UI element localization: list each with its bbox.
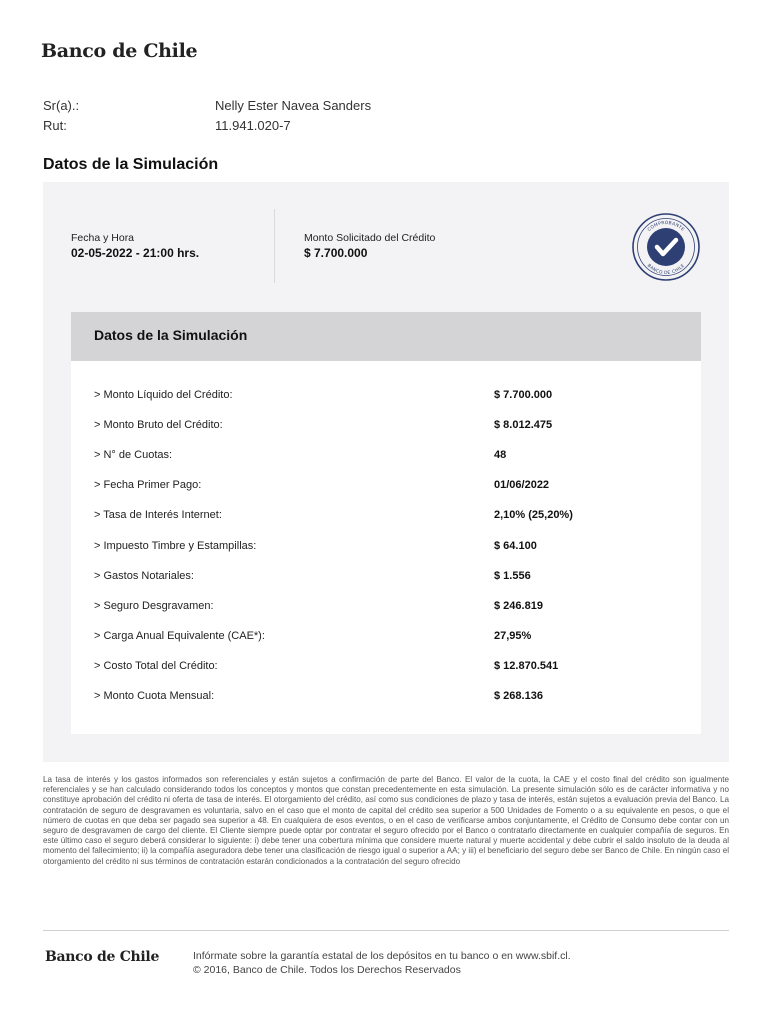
detail-label: > Monto Cuota Mensual: bbox=[94, 690, 215, 702]
detail-row bbox=[94, 570, 684, 586]
detail-row bbox=[94, 690, 684, 706]
client-name-label: Sr(a).: bbox=[43, 98, 80, 113]
bank-logo: Banco de Chile bbox=[41, 40, 198, 62]
detail-row bbox=[94, 600, 684, 616]
detail-label: > Costo Total del Crédito: bbox=[94, 660, 218, 672]
detail-label: > N° de Cuotas: bbox=[94, 449, 173, 461]
footer-copyright: © 2016, Banco de Chile. Todos los Derechos Reservados bbox=[193, 964, 461, 976]
amount-field bbox=[304, 232, 435, 260]
details-card bbox=[71, 312, 701, 734]
details-title: Datos de la Simulación bbox=[94, 327, 248, 343]
detail-value: $ 1.556 bbox=[494, 570, 531, 582]
section-title: Datos de la Simulación bbox=[43, 156, 219, 173]
detail-row bbox=[94, 630, 684, 646]
amount-value: $ 7.700.000 bbox=[304, 246, 368, 260]
detail-row bbox=[94, 509, 684, 525]
detail-value: $ 246.819 bbox=[494, 600, 543, 612]
client-name-row bbox=[43, 98, 372, 113]
detail-value: $ 7.700.000 bbox=[494, 389, 553, 401]
detail-value: 48 bbox=[494, 449, 507, 461]
detail-value: 01/06/2022 bbox=[494, 479, 550, 491]
detail-value: $ 12.870.541 bbox=[494, 660, 559, 672]
footer-text bbox=[193, 949, 571, 977]
detail-label: > Fecha Primer Pago: bbox=[94, 479, 202, 491]
footer-deposit-notice: Infórmate sobre la garantía estatal de los depósitos en tu banco o en www.sbif.cl. bbox=[193, 950, 571, 962]
detail-label: > Carga Anual Equivalente (CAE*): bbox=[94, 630, 265, 642]
client-name-value: Nelly Ester Navea Sanders bbox=[215, 98, 372, 113]
date-label: Fecha y Hora bbox=[71, 232, 135, 244]
amount-label: Monto Solicitado del Crédito bbox=[304, 232, 436, 244]
detail-label: > Gastos Notariales: bbox=[94, 570, 194, 582]
footer-logo: Banco de Chile bbox=[45, 949, 160, 965]
date-value: 02-05-2022 - 21:00 hrs. bbox=[71, 246, 200, 260]
detail-label: > Monto Bruto del Crédito: bbox=[94, 419, 223, 431]
client-rut-value: 11.941.020-7 bbox=[215, 118, 291, 133]
detail-value: 2,10% (25,20%) bbox=[494, 509, 573, 521]
seal-bottom-text: BANCO DE CHILE bbox=[645, 263, 687, 276]
detail-row bbox=[94, 449, 684, 465]
verified-seal-icon bbox=[631, 212, 701, 282]
detail-row bbox=[94, 419, 684, 435]
client-rut-label: Rut: bbox=[43, 118, 67, 133]
simulation-summary bbox=[43, 182, 729, 762]
seal-top-text: COMPROBANTE bbox=[647, 220, 685, 233]
client-rut-row bbox=[43, 118, 291, 133]
detail-label: > Tasa de Interés Internet: bbox=[94, 509, 222, 521]
detail-row bbox=[94, 389, 684, 405]
disclaimer-text: La tasa de interés y los gastos informados son referenciales y están sujetos a confirmación de parte del Banco. El valor de la cuota, la CAE y el costo final del crédito son igualmente referenciales y se han calculado considerando todos los conceptos y montos que constan precedentemente en esta simulación. La presente simulación sólo es de carácter informativa y no constituye aprobación del crédito ni oferta de tasa de interés. El otorgamiento del crédito, así como sus condiciones de plazo y tasa de interés, están sujetos a evaluación previa del Banco. La contratación de seguro de desgravamen es voluntaria, salvo en el caso que el monto de capital del crédito sea superior a 500 Unidades de Fomento o a su equivalente en pesos, o que el número de cuotas en que deba ser pagado sea superior a 48. En cualquiera de esos eventos, o en el caso de verificarse ambos conjuntamente, el Crédito de Consumo debe contar con un seguro de desgravamen de cargo del cliente. El Cliente siempre puede optar por contratar el seguro ofrecido por el Banco o contratarlo directamente en cualquier compañía de seguros. En este último caso el seguro deberá considerar lo siguiente: i) debe tener una cobertura mínima que considere muerte natural y muerte accidental y debe cubrir el saldo insoluto de la deuda al momento del fallecimiento; ii) la compañía aseguradora debe tener una clasificación de riesgo igual o superior a AA; y iii) el beneficiario del seguro debe ser Banco de Chile. En ningún caso el otorgamiento del crédito ni sus términos de contratación estarán condicionados a la contratación del seguro ofrecido bbox=[43, 775, 729, 866]
detail-row bbox=[94, 540, 684, 556]
detail-label: > Monto Líquido del Crédito: bbox=[94, 389, 233, 401]
detail-value: $ 64.100 bbox=[494, 540, 537, 552]
summary-divider bbox=[274, 209, 275, 283]
detail-label: > Seguro Desgravamen: bbox=[94, 600, 214, 612]
detail-value: $ 268.136 bbox=[494, 690, 543, 702]
details-header bbox=[71, 312, 701, 361]
detail-value: $ 8.012.475 bbox=[494, 419, 553, 431]
detail-value: 27,95% bbox=[494, 630, 532, 642]
detail-label: > Impuesto Timbre y Estampillas: bbox=[94, 540, 257, 552]
footer-divider bbox=[43, 930, 729, 931]
detail-row bbox=[94, 660, 684, 676]
date-field bbox=[71, 232, 199, 260]
detail-row bbox=[94, 479, 684, 495]
